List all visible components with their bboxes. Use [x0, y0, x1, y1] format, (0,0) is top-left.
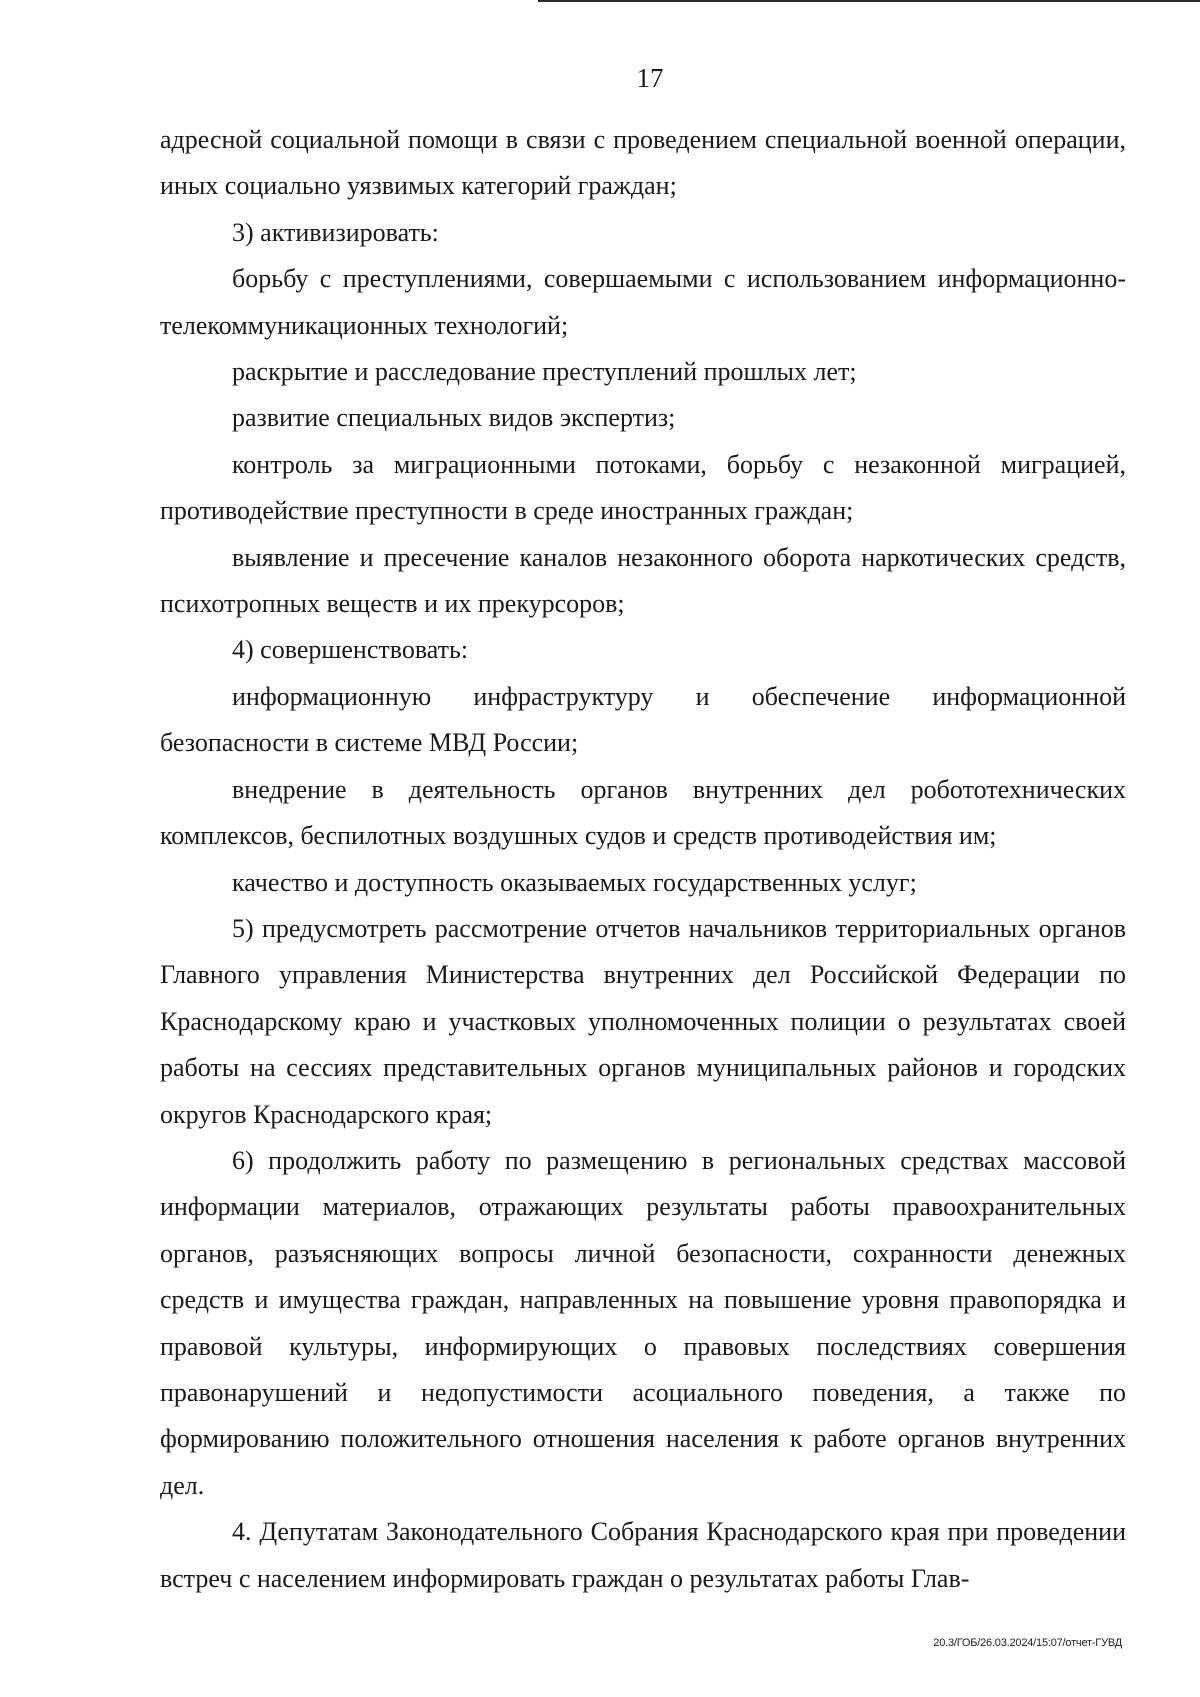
paragraph-cybercrime: борьбу с преступлениями, совершаемыми с использованием информационно-телекоммуникационных технологий; [160, 264, 1126, 340]
page-number: 17 [636, 63, 664, 93]
paragraph-continuation: адресной социальной помощи в связи с проведением специальной военной операции, иных социально уязвимых категорий граждан; [160, 125, 1126, 201]
document-footer-code: 20.3/ГОБ/26.03.2024/15:07/отчет-ГУВД [933, 1637, 1122, 1649]
paragraph-expertise: развитие специальных видов экспертиз; [232, 403, 676, 433]
paragraph-item-4: 4) совершенствовать: [232, 635, 469, 665]
paragraph-public-services: качество и доступность оказываемых государственных услуг; [232, 867, 917, 897]
scan-edge-line [538, 0, 1200, 2]
paragraph-item-5: 5) предусмотреть рассмотрение отчетов начальников территориальных органов Главного управления Министерства внутренних дел Российской Федерации по Краснодарскому краю и участковых уполномоченных полиции о результатах своей работы на сессиях представительных органов муниципальных районов и городских округов Краснодарского края; [160, 913, 1126, 1129]
paragraph-item-6: 6) продолжить работу по размещению в региональных средствах массовой информации материалов, отражающих результаты работы правоохранительных органов, разъясняющих вопросы личной безопасности, сохранности денежных средств и имущества граждан, направленных на повышение уровня правопорядка и правовой культуры, информирующих о правовых последствиях совершения правонарушений и недопустимости асоциального поведения, а также по формированию положительного отношения населения к работе органов внутренних дел. [160, 1145, 1126, 1500]
paragraph-narcotics: выявление и пресечение каналов незаконного оборота наркотических средств, психотропных веществ и их прекурсоров; [160, 542, 1126, 619]
paragraph-migration: контроль за миграционными потоками, борьбу с незаконной миграцией, противодействие преступности в среде иностранных граждан; [160, 449, 1126, 526]
paragraph-robotics: внедрение в деятельность органов внутренних дел робототехнических комплексов, беспилотных воздушных судов и средств противодействия им; [160, 774, 1126, 851]
paragraph-infosecurity: информационную инфраструктуру и обеспечение информационной безопасности в системе МВД России; [160, 681, 1126, 758]
document-body [160, 117, 1126, 1602]
paragraph-past-crimes: раскрытие и расследование преступлений прошлых лет; [232, 357, 857, 387]
paragraph-item-3: 3) активизировать: [232, 217, 439, 247]
paragraph-section-4: 4. Депутатам Законодательного Собрания Краснодарского края при проведении встреч с населением информировать граждан о результатах работы Глав- [160, 1517, 1126, 1593]
